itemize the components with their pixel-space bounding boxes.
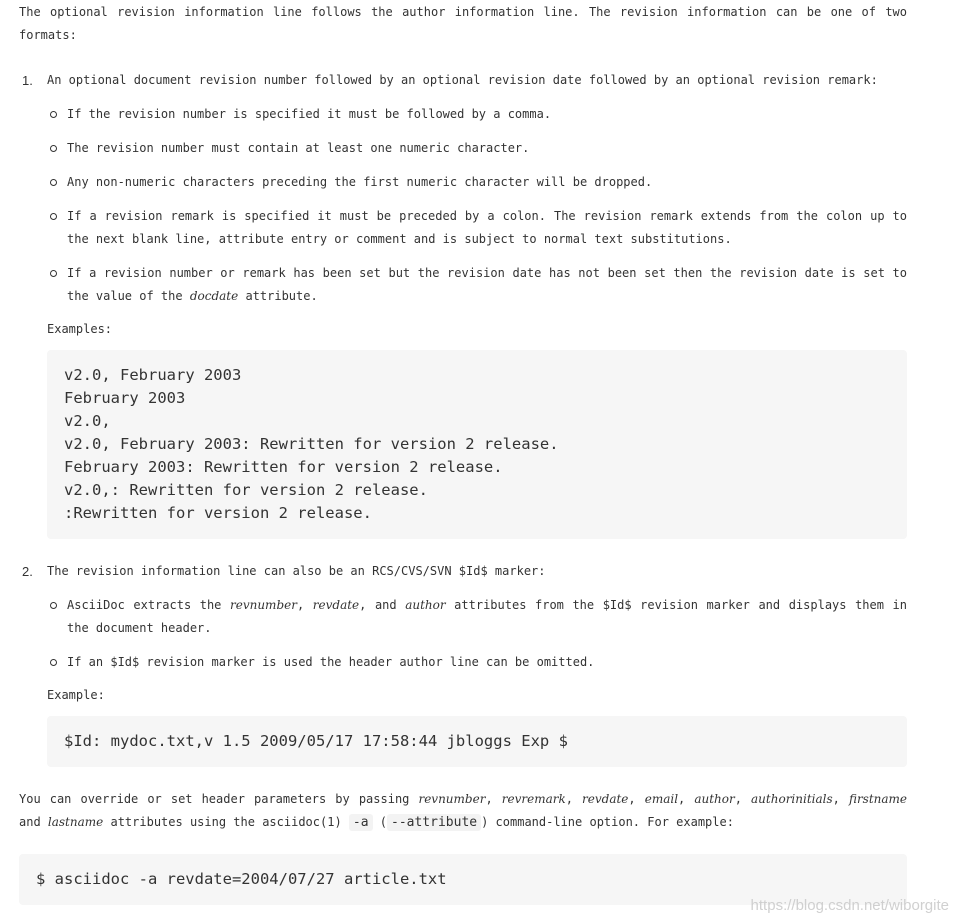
format-1-lead: An optional document revision number followed by an optional revision date followed by an optional revision remark: — [47, 73, 878, 87]
list-item: If a revision number or remark has been set but the revision date has not been set then the revision date is set to the value of the docdate attribute. — [47, 262, 907, 308]
code-line: February 2003 — [64, 389, 186, 407]
list-item: If a revision remark is specified it must be preceded by a colon. The revision remark extends from the colon up to the next blank line, attribute entry or comment and is subject to normal text substitutions. — [47, 205, 907, 251]
intro-paragraph: The optional revision information line follows the author information line. The revision information can be one of two formats: — [19, 5, 907, 42]
list-item: The revision number must contain at least one numeric character. — [47, 137, 907, 160]
bullet-circle-icon — [50, 602, 57, 609]
code-block-id-marker: $Id: mydoc.txt,v 1.5 2009/05/17 17:58:44 jbloggs Exp $ — [47, 716, 907, 767]
code-line: v2.0,: Rewritten for version 2 release. — [64, 481, 428, 499]
format-2-bullets — [47, 594, 907, 674]
inline-code-option: --attribute — [387, 814, 481, 831]
bullet-circle-icon — [50, 111, 57, 118]
list-number: 1. — [22, 73, 33, 88]
example-label: Example: — [47, 688, 105, 702]
attribute-name: email — [644, 792, 679, 806]
examples-label: Examples: — [47, 322, 113, 336]
format-item-1 — [19, 69, 907, 539]
list-item: AsciiDoc extracts the revnumber, revdate, and author attributes from the $Id$ revision marker and displays them in the document header. — [47, 594, 907, 640]
list-item: If an $Id$ revision marker is used the header author line can be omitted. — [47, 651, 907, 674]
list-number: 2. — [22, 564, 33, 579]
formats-list — [19, 69, 907, 767]
document-body — [19, 0, 907, 905]
code-line: v2.0, February 2003: Rewritten for version 2 release. — [64, 435, 559, 453]
code-block-examples — [47, 350, 907, 539]
code-block-command: $ asciidoc -a revdate=2004/07/27 article.txt — [19, 854, 907, 905]
code-line: v2.0, — [64, 412, 111, 430]
format-item-2 — [19, 560, 907, 767]
attribute-name: authorinitials — [751, 792, 833, 806]
inline-code-option: -a — [349, 814, 373, 831]
attribute-name: author — [405, 598, 446, 612]
attribute-name: revnumber — [229, 598, 297, 612]
attribute-name: revdate — [582, 792, 629, 806]
attribute-name: revnumber — [418, 792, 486, 806]
attribute-name: firstname — [848, 792, 908, 806]
list-item: Any non-numeric characters preceding the first numeric character will be dropped. — [47, 171, 907, 194]
attribute-name: docdate — [189, 289, 239, 303]
code-line: v2.0, February 2003 — [64, 366, 242, 384]
code-line: February 2003: Rewritten for version 2 release. — [64, 458, 503, 476]
watermark-text: https://blog.csdn.net/wiborgite — [750, 897, 949, 914]
attribute-name: revremark — [501, 792, 566, 806]
override-paragraph: You can override or set header parameters by passing revnumber, revremark, revdate, email, author, authorinitials, firstname and lastname attributes using the asciidoc(1) -a ( --attribute ) command-line option. For example: — [19, 792, 908, 830]
list-item: If the revision number is specified it must be followed by a comma. — [47, 103, 907, 126]
bullet-circle-icon — [50, 659, 57, 666]
attribute-name: author — [694, 792, 735, 806]
bullet-circle-icon — [50, 270, 57, 277]
format-1-bullets — [47, 103, 907, 308]
bullet-circle-icon — [50, 179, 57, 186]
attribute-name: revdate — [312, 598, 360, 612]
format-2-lead: The revision information line can also be an RCS/CVS/SVN $Id$ marker: — [47, 564, 546, 578]
bullet-circle-icon — [50, 145, 57, 152]
bullet-circle-icon — [50, 213, 57, 220]
attribute-name: lastname — [47, 815, 104, 829]
code-line: :Rewritten for version 2 release. — [64, 504, 372, 522]
